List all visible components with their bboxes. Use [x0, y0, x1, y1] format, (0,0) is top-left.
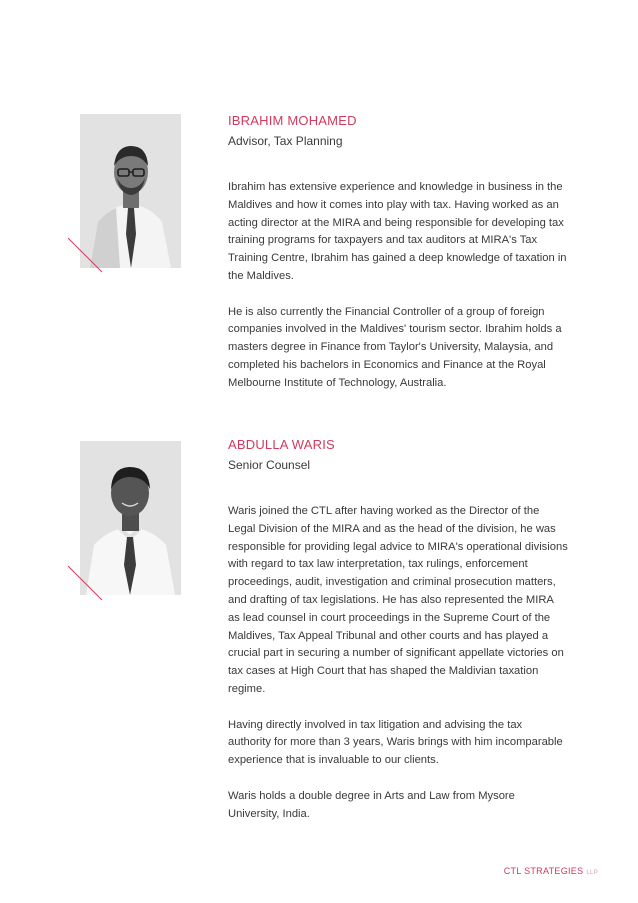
bio-paragraph: Having directly involved in tax litigation and advising the tax authority for more than 3 years, Waris brings with him incomparable experience that is invaluable to our clients.	[228, 718, 563, 767]
profile-role: Senior Counsel	[228, 458, 311, 472]
profile-bio	[228, 503, 568, 823]
bio-paragraph: Waris joined the CTL after having worked as the Director of the Legal Division of the MIRA and as the head of the division, he was responsible for providing legal advice to MIRA's operational divisions with regard to tax law interpretation, tax rulings, enforcement proceedings, audit, investigation and criminal prosecution matters, and drafting of tax legislations. He has also represented the MIRA as lead counsel in court proceedings in the Supreme Court of the Maldives, Tax Appeal Tribunal and other courts and has played a crucial part in securing a number of significant appellate victories on tax cases at High Court that has shaped the Maldivian taxation regime.	[228, 505, 568, 695]
footer-brand-name: CTL STRATEGIES	[503, 866, 584, 876]
diagonal-line-icon	[68, 238, 128, 298]
bio-paragraph: Waris holds a double degree in Arts and Law from Mysore University, India.	[228, 789, 515, 820]
profile-name: IBRAHIM MOHAMED	[228, 113, 357, 128]
profile-bio	[228, 179, 568, 393]
diagonal-line-icon	[68, 566, 128, 626]
bio-paragraph: He is also currently the Financial Controller of a group of foreign companies involved in the Maldives' tourism sector. Ibrahim holds a masters degree in Finance from Taylor's University, Malaysia, and completed his bachelors in Economics and Finance at the Royal Melbourne Institute of Technology, Australia.	[228, 305, 562, 389]
footer-brand	[504, 866, 598, 876]
footer-brand-suffix: LLP	[586, 870, 598, 876]
profile-role: Advisor, Tax Planning	[228, 134, 343, 148]
bio-paragraph: Ibrahim has extensive experience and knowledge in business in the Maldives and how it comes into play with tax. Having worked as an acting director at the MIRA and being responsible for developing tax training programs for taxpayers and tax auditors at MIRA's Tax Training Centre, Ibrahim has gained a deep knowledge of taxation in the Maldives.	[228, 181, 567, 282]
profile-name: ABDULLA WARIS	[228, 437, 335, 452]
